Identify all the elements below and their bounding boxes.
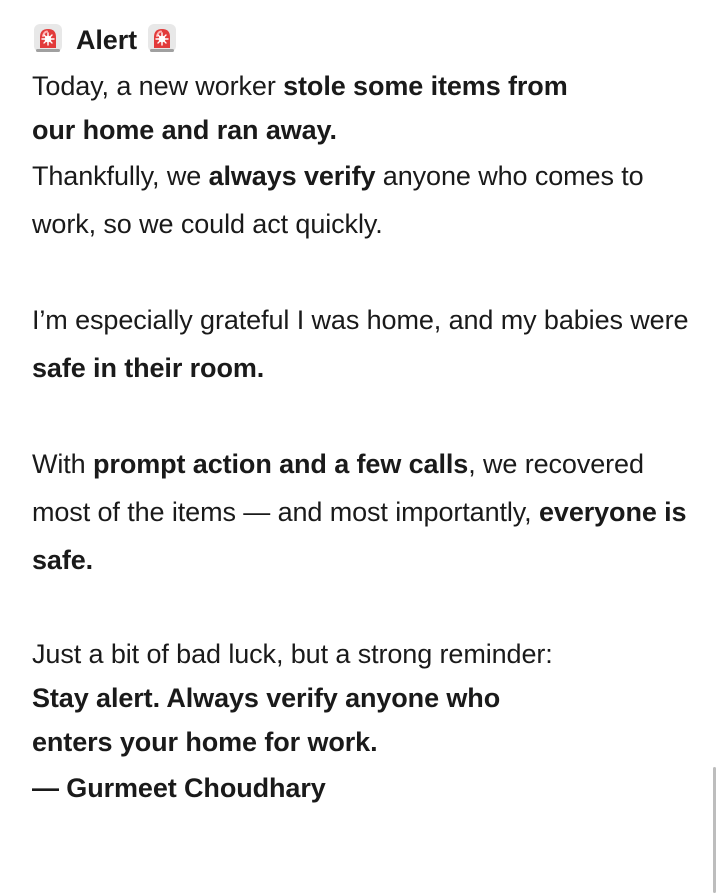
paragraph-text: Just a bit of bad luck, but a strong reminder:	[32, 639, 553, 669]
paragraph-gratitude	[32, 296, 702, 392]
paragraph-text: I’m especially grateful I was home, and my babies were	[32, 305, 689, 335]
paragraph-recovery	[32, 440, 702, 584]
paragraph-text: anyone who comes to work, so we could act quickly.	[32, 161, 644, 239]
alert-note	[32, 16, 702, 812]
alert-title	[32, 16, 702, 64]
siren-icon	[146, 22, 178, 54]
paragraph-text: With	[32, 449, 94, 479]
paragraph-reminder	[32, 632, 702, 764]
paragraph-emphasis: enters your home for work.	[32, 727, 378, 757]
alert-title-text: Alert	[76, 25, 138, 55]
signature: — Gurmeet Choudhary	[32, 773, 326, 803]
paragraph-text: Thankfully, we	[32, 161, 209, 191]
paragraph-incident	[32, 64, 702, 152]
paragraph-emphasis: prompt action and a few calls	[93, 449, 469, 479]
paragraph-emphasis: safe in their room.	[32, 353, 265, 383]
paragraph-emphasis: stole some items from	[283, 71, 568, 101]
paragraph-emphasis: Stay alert. Always verify anyone who	[32, 683, 501, 713]
paragraph-emphasis: everyone is safe.	[32, 497, 687, 575]
siren-icon	[32, 22, 64, 54]
paragraph-text: , we recovered most of the items — and most importantly,	[32, 449, 644, 527]
paragraph-text: Today, a new worker	[32, 71, 284, 101]
scrollbar[interactable]	[713, 767, 716, 893]
paragraph-verification	[32, 152, 702, 248]
paragraph-emphasis: our home and ran away.	[32, 115, 337, 145]
paragraph-emphasis: always verify	[208, 161, 376, 191]
